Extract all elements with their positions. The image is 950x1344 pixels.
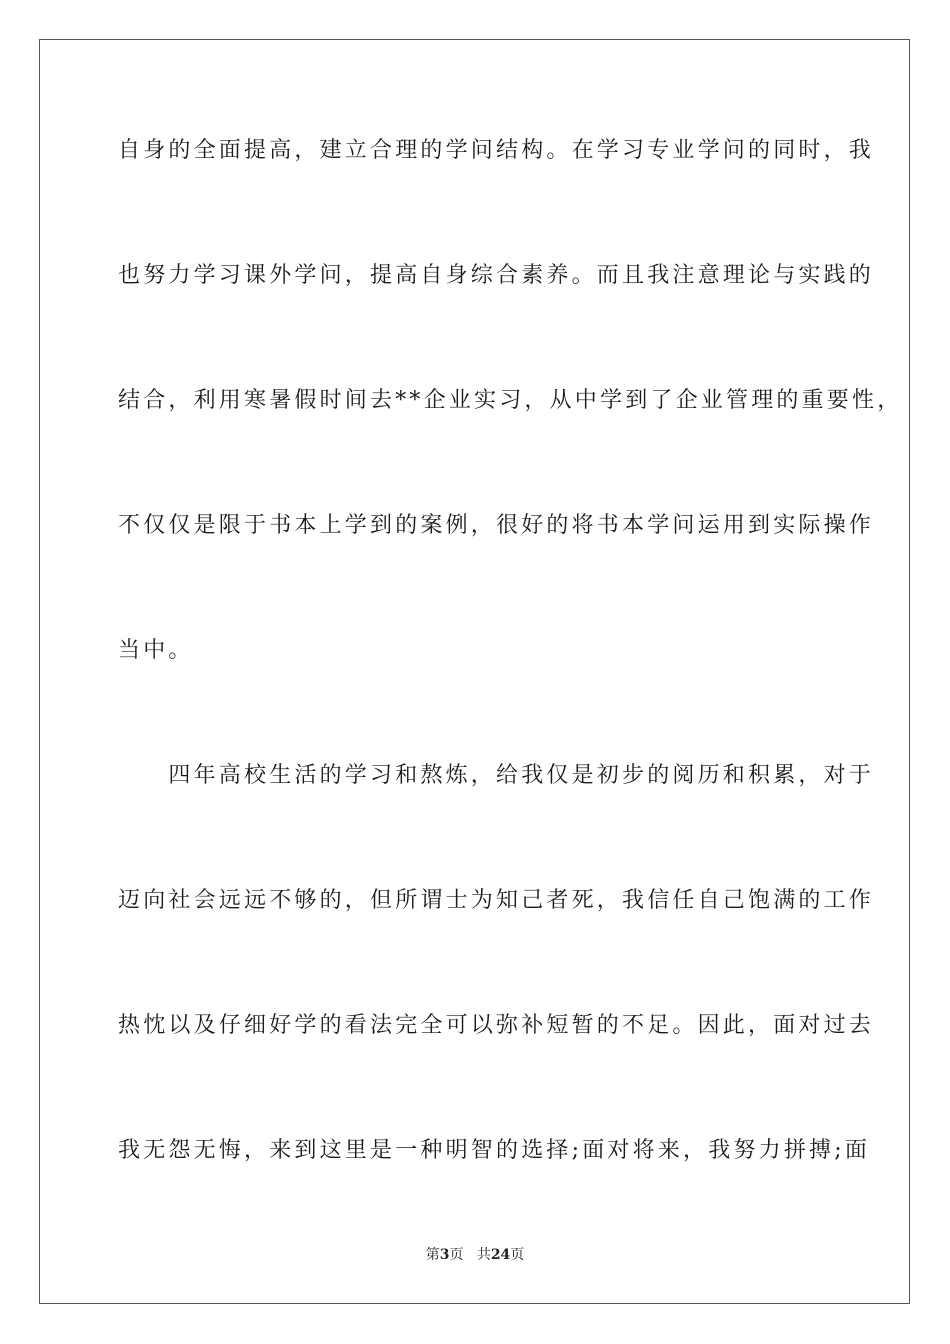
page-footer xyxy=(0,1246,950,1264)
body-line-6: 四年高校生活的学习和熬炼，给我仅是初步的阅历和积累，对于 xyxy=(118,763,875,788)
page-number: 3 xyxy=(439,1247,450,1263)
body-line-9: 我无怨无悔，来到这里是一种明智的选择;面对将来，我努力拼搏;面 xyxy=(118,1138,871,1163)
body-line-1: 自身的全面提高，建立合理的学问结构。在学习专业学问的同时，我 xyxy=(118,138,875,163)
page-frame xyxy=(39,39,910,1304)
total-label-prefix: 共 xyxy=(476,1247,491,1263)
total-pages: 24 xyxy=(490,1247,511,1263)
body-line-3: 结合，利用寒暑假时间去**企业实习，从中学到了企业管理的重要性， xyxy=(118,388,903,413)
page-label-prefix: 第 xyxy=(425,1247,440,1263)
body-line-7: 迈向社会远远不够的，但所谓士为知己者死，我信任自己饱满的工作 xyxy=(118,888,875,913)
body-line-8: 热忱以及仔细好学的看法完全可以弥补短暂的不足。因此，面对过去 xyxy=(118,1013,875,1038)
body-line-2: 也努力学习课外学问，提高自身综合素养。而且我注意理论与实践的 xyxy=(118,263,875,288)
body-line-5: 当中。 xyxy=(118,638,194,663)
body-line-4: 不仅仅是限于书本上学到的案例，很好的将书本学问运用到实际操作 xyxy=(118,513,875,538)
total-label-suffix: 页 xyxy=(510,1247,525,1263)
page-label-suffix: 页 xyxy=(449,1247,464,1263)
